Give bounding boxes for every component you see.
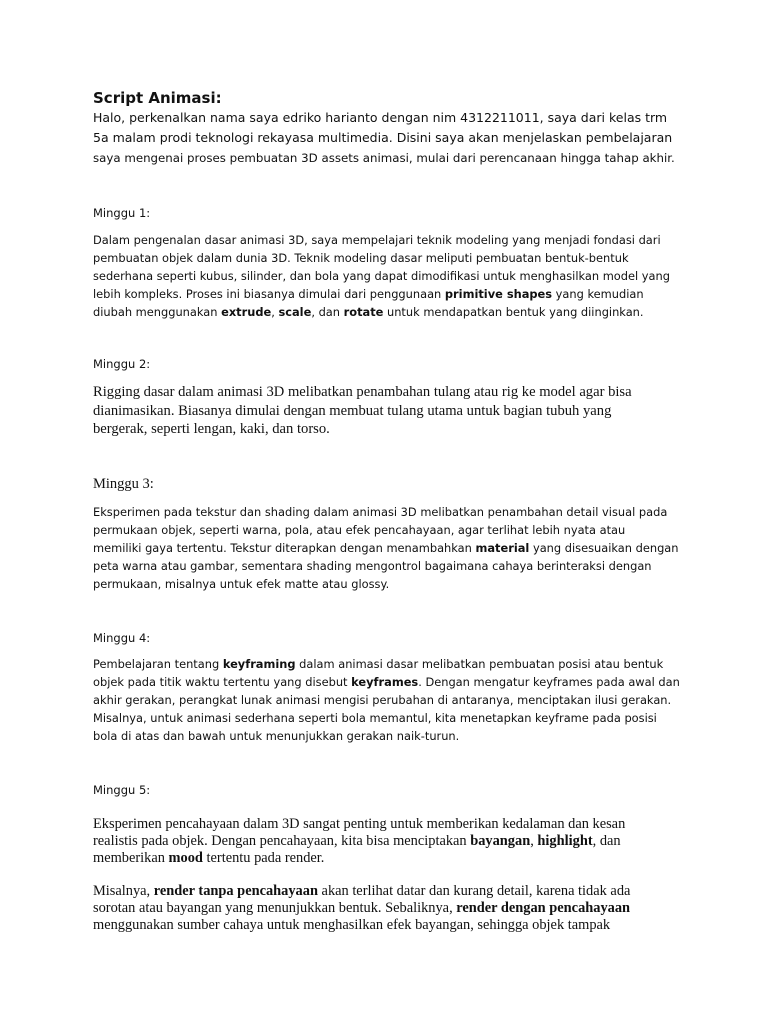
text-run: , bbox=[271, 305, 279, 319]
text-run: sorotan atau bayangan yang menunjukkan bentuk. Sebaliknya, bbox=[93, 900, 457, 916]
text-run: . Dengan mengatur keyframes pada awal dan bbox=[418, 675, 680, 689]
paragraph-line: sederhana seperti kubus, silinder, dan bola yang dapat dimodifikasi untuk menghasilkan model yang bbox=[93, 269, 670, 283]
text-run: memberikan bbox=[93, 850, 169, 866]
paragraph-line: peta warna atau gambar, sementara shading mengontrol bagaimana cahaya berinteraksi dengan bbox=[93, 559, 652, 573]
bold-term: primitive shapes bbox=[444, 287, 553, 301]
text-run: , dan bbox=[311, 305, 344, 319]
paragraph-line: Dalam pengenalan dasar animasi 3D, saya mempelajari teknik modeling yang menjadi fondasi dari bbox=[93, 233, 661, 247]
text-run: realistis pada objek. Dengan pencahayaan, kita bisa menciptakan bbox=[93, 833, 471, 849]
intro-line: Halo, perkenalkan nama saya edriko harianto dengan nim 4312211011, saya dari kelas trm bbox=[93, 110, 668, 125]
paragraph-line: Eksperimen pencahayaan dalam 3D sangat penting untuk memberikan kedalaman dan kesan bbox=[93, 816, 626, 832]
week-heading: Minggu 3: bbox=[93, 476, 154, 492]
paragraph-line: bola di atas dan bawah untuk menunjukkan gerakan naik-turun. bbox=[93, 729, 460, 743]
document-title: Script Animasi: bbox=[93, 89, 222, 107]
week1-paragraph bbox=[93, 231, 670, 321]
week-heading: Minggu 5: bbox=[93, 783, 151, 797]
paragraph-line bbox=[93, 673, 680, 691]
text-run: untuk mendapatkan bentuk yang diinginkan. bbox=[383, 305, 644, 319]
week4-paragraph bbox=[93, 655, 680, 745]
week5-paragraph-1 bbox=[93, 816, 625, 867]
intro-line: saya mengenai proses pembuatan 3D assets animasi, mulai dari perencanaan hingga tahap akhir. bbox=[93, 151, 675, 165]
text-run: , dan bbox=[592, 833, 621, 849]
bold-term: rotate bbox=[343, 305, 384, 319]
text-run: yang disesuaikan dengan bbox=[529, 541, 679, 555]
week5-paragraph-2 bbox=[93, 883, 630, 934]
bold-term: highlight bbox=[537, 833, 593, 849]
text-run: Misalnya, bbox=[93, 883, 154, 899]
text-run: , bbox=[530, 833, 538, 849]
paragraph-line bbox=[93, 883, 630, 900]
paragraph-line: akhir gerakan, perangkat lunak animasi mengisi perubahan di antaranya, menciptakan ilusi gerakan. bbox=[93, 693, 672, 707]
bold-term: keyframes bbox=[351, 675, 419, 689]
bold-term: bayangan bbox=[470, 833, 531, 849]
bold-term: mood bbox=[168, 850, 203, 866]
paragraph-line bbox=[93, 900, 630, 917]
week-heading: Minggu 2: bbox=[93, 357, 151, 371]
text-run: dalam animasi dasar melibatkan pembuatan posisi atau bentuk bbox=[295, 657, 664, 671]
paragraph-line: permukaan objek, seperti warna, pola, atau efek pencahayaan, agar terlihat lebih nyata atau bbox=[93, 523, 626, 537]
week2-heading bbox=[93, 355, 150, 373]
title-block bbox=[93, 88, 222, 108]
paragraph-line: menggunakan sumber cahaya untuk menghasilkan efek bayangan, sehingga objek tampak bbox=[93, 917, 611, 933]
paragraph-line bbox=[93, 303, 670, 321]
text-run: Pembelajaran tentang bbox=[93, 657, 223, 671]
text-run: lebih kompleks. Proses ini biasanya dimulai dari penggunaan bbox=[93, 287, 445, 301]
paragraph-line: Eksperimen pada tekstur dan shading dalam animasi 3D melibatkan penambahan detail visual pada bbox=[93, 505, 668, 519]
paragraph-line bbox=[93, 655, 680, 673]
paragraph-line: Rigging dasar dalam animasi 3D melibatkan penambahan tulang atau rig ke model agar bisa bbox=[93, 384, 632, 400]
text-run: akan terlihat datar dan kurang detail, karena tidak ada bbox=[317, 883, 631, 899]
paragraph-line: Misalnya, untuk animasi sederhana seperti bola memantul, kita menetapkan keyframe pada posisi bbox=[93, 711, 657, 725]
bold-term: extrude bbox=[221, 305, 272, 319]
intro-paragraph bbox=[93, 108, 675, 168]
week1-heading bbox=[93, 204, 150, 222]
intro-line: 5a malam prodi teknologi rekayasa multimedia. Disini saya akan menjelaskan pembelajaran bbox=[93, 130, 673, 145]
text-run: objek pada titik waktu tertentu yang disebut bbox=[93, 675, 352, 689]
paragraph-line bbox=[93, 850, 625, 867]
paragraph-line bbox=[93, 285, 670, 303]
text-run: yang kemudian bbox=[552, 287, 644, 301]
bold-term: render dengan pencahayaan bbox=[456, 900, 631, 916]
week-heading: Minggu 1: bbox=[93, 206, 151, 220]
text-run: memiliki gaya tertentu. Tekstur diterapkan dengan menambahkan bbox=[93, 541, 476, 555]
week3-paragraph bbox=[93, 503, 679, 593]
bold-term: scale bbox=[278, 305, 312, 319]
bold-term: render tanpa pencahayaan bbox=[153, 883, 318, 899]
paragraph-line: dianimasikan. Biasanya dimulai dengan membuat tulang utama untuk bagian tubuh yang bbox=[93, 402, 612, 419]
week-heading: Minggu 4: bbox=[93, 631, 151, 645]
text-run: tertentu pada render. bbox=[202, 850, 325, 866]
bold-term: material bbox=[475, 541, 530, 555]
paragraph-line bbox=[93, 833, 625, 850]
paragraph-line bbox=[93, 539, 679, 557]
week5-heading bbox=[93, 781, 150, 799]
paragraph-line: pembuatan objek dalam dunia 3D. Teknik modeling dasar meliputi pembuatan bentuk-bentuk bbox=[93, 251, 629, 265]
week4-heading bbox=[93, 629, 150, 647]
text-run: diubah menggunakan bbox=[93, 305, 222, 319]
bold-term: keyframing bbox=[222, 657, 296, 671]
paragraph-line: permukaan, misalnya untuk efek matte atau glossy. bbox=[93, 577, 390, 591]
week3-heading bbox=[93, 475, 154, 493]
week2-paragraph bbox=[93, 383, 632, 439]
paragraph-line: bergerak, seperti lengan, kaki, dan torso. bbox=[93, 421, 330, 437]
